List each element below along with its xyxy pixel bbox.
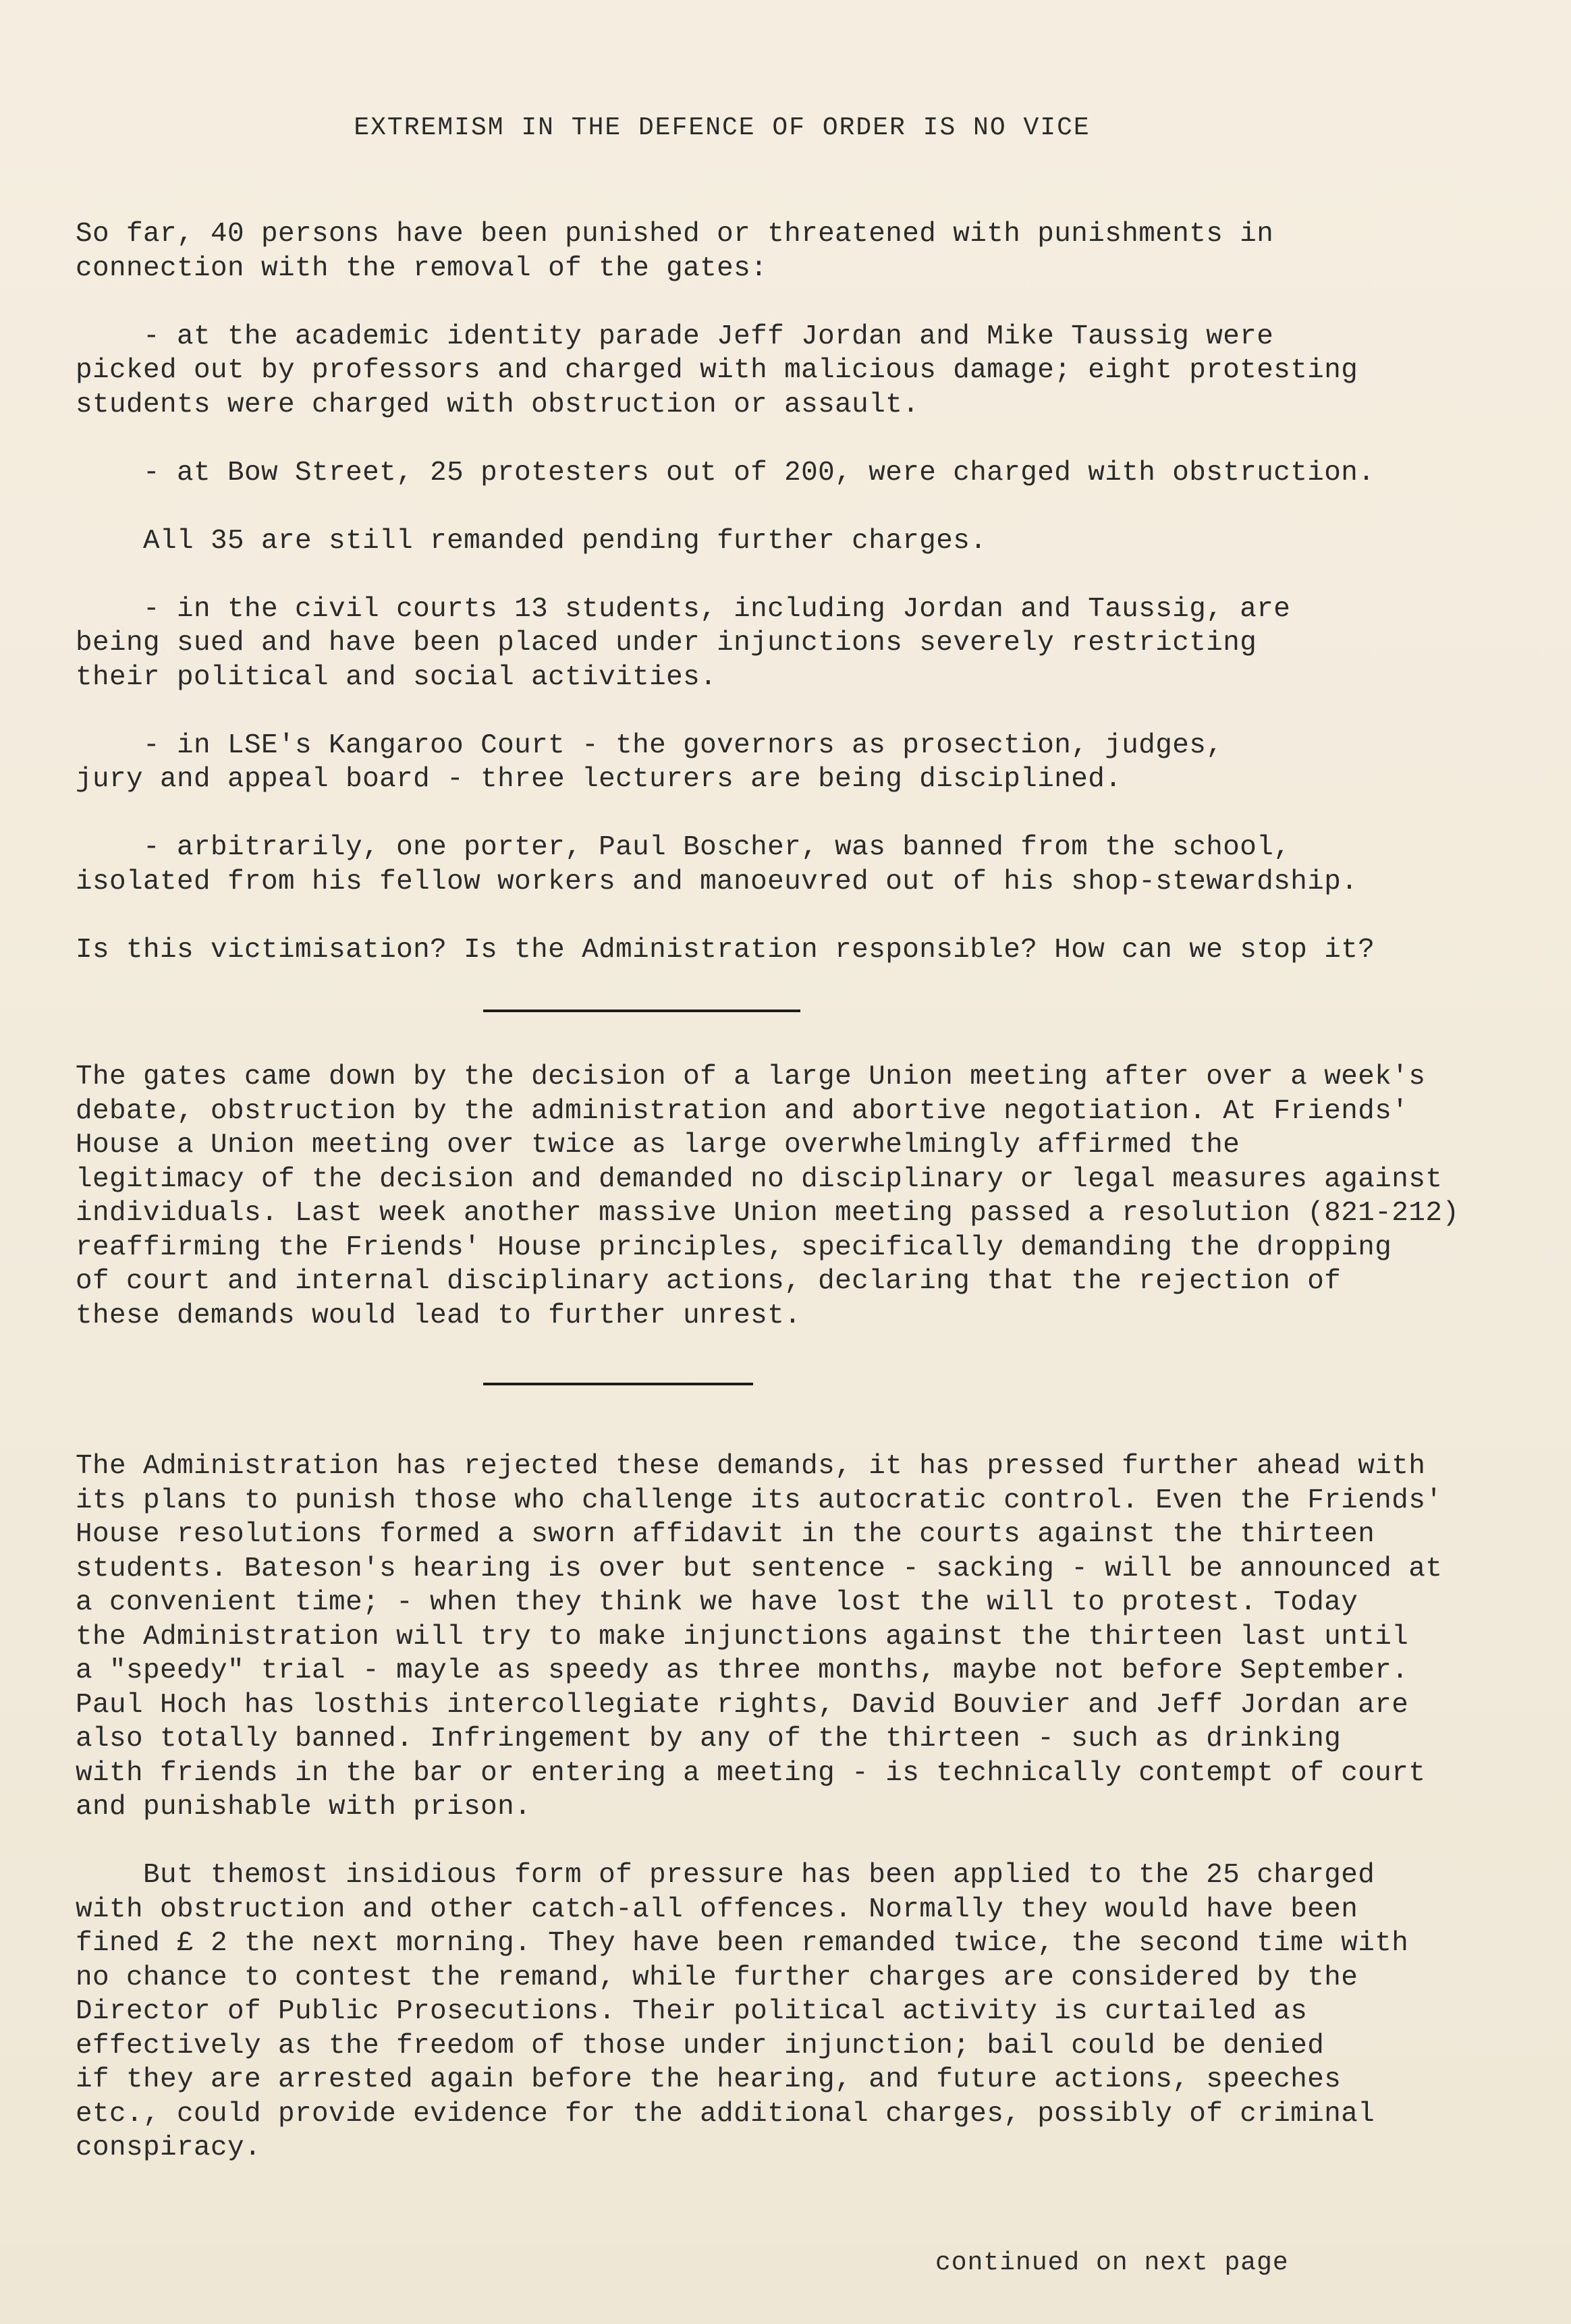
text-line: and punishable with prison. <box>76 1792 532 1823</box>
section-victimisation-list <box>76 217 1513 967</box>
text-line: - at Bow Street, 25 protesters out of 200, were charged with obstruction. <box>76 457 1375 489</box>
text-line: effectively as the freedom of those under injunction; bail could be denied <box>76 2030 1325 2062</box>
text-line: jury and appeal board - three lecturers are being disciplined. <box>76 764 1122 795</box>
text-line: Director of Public Prosecutions. Their political activity is curtailed as <box>76 1996 1308 2027</box>
text-line: - at the academic identity parade Jeff Jordan and Mike Taussig were <box>76 321 1274 352</box>
text-line: a convenient time; - when they think we have lost the will to protest. Today <box>76 1587 1358 1618</box>
text-line <box>76 899 1513 933</box>
text-line: the Administration will try to make injunctions against the thirteen last until <box>76 1621 1409 1653</box>
text-line: its plans to punish those who challenge its autocratic control. Even the Friends' <box>76 1485 1443 1516</box>
text-line: individuals. Last week another massive Union meeting passed a resolution (821-212) <box>76 1198 1460 1229</box>
text-line: if they are arrested again before the hearing, and future actions, speeches <box>76 2064 1342 2095</box>
text-line: students. Bateson's hearing is over but sentence - sacking - will be announced at <box>76 1553 1443 1584</box>
text-line <box>76 558 1513 592</box>
text-line: picked out by professors and charged with malicious damage; eight protesting <box>76 355 1358 386</box>
text-line: etc., could provide evidence for the additional charges, possibly of criminal <box>76 2098 1375 2130</box>
text-line: Is this victimisation? Is the Administration responsible? How can we stop it? <box>76 934 1375 966</box>
text-line: connection with the removal of the gates: <box>76 252 768 284</box>
text-line: no chance to contest the remand, while further charges are considered by the <box>76 1962 1358 1993</box>
text-line <box>76 797 1513 831</box>
text-line: a "speedy" trial - mayle as speedy as three months, maybe not before September. <box>76 1655 1409 1686</box>
text-line <box>76 422 1513 456</box>
text-line: with friends in the bar or entering a meeting - is technically contempt of court <box>76 1757 1426 1789</box>
text-line: reaffirming the Friends' House principles, specifically demanding the dropping <box>76 1232 1392 1263</box>
continuation-note: continued on next page <box>935 2248 1289 2277</box>
section-administration-response <box>76 1449 1513 2165</box>
text-line: All 35 are still remanded pending further charges. <box>76 525 987 557</box>
text-line: students were charged with obstruction or assault. <box>76 389 920 420</box>
text-line: Paul Hoch has losthis intercollegiate rights, David Bouvier and Jeff Jordan are <box>76 1689 1409 1721</box>
text-line: But themost insidious form of pressure has been applied to the 25 charged <box>76 1860 1375 1891</box>
text-line <box>76 285 1513 320</box>
text-line: - arbitrarily, one porter, Paul Boscher, was banned from the school, <box>76 832 1291 863</box>
text-line: - in LSE's Kangaroo Court - the governors as prosection, judges, <box>76 729 1223 761</box>
text-line: The Administration has rejected these demands, it has pressed further ahead with <box>76 1451 1426 1482</box>
text-line: with obstruction and other catch-all offences. Normally they would have been <box>76 1893 1358 1925</box>
text-line: debate, obstruction by the administration and abortive negotiation. At Friends' <box>76 1095 1409 1127</box>
text-line: also totally banned. Infringement by any of the thirteen - such as drinking <box>76 1723 1342 1754</box>
text-line: legitimacy of the decision and demanded no disciplinary or legal measures against <box>76 1163 1443 1195</box>
text-line: isolated from his fellow workers and manoeuvred out of his shop-stewardship. <box>76 866 1358 897</box>
text-line: being sued and have been placed under injunctions severely restricting <box>76 628 1257 659</box>
text-line: House resolutions formed a sworn affidavit in the courts against the thirteen <box>76 1519 1375 1550</box>
text-line <box>76 1825 1513 1859</box>
text-line: of court and internal disciplinary actions, declaring that the rejection of <box>76 1266 1342 1297</box>
section-union-meetings <box>76 1060 1513 1333</box>
text-line <box>76 694 1513 729</box>
section-divider <box>483 1009 800 1012</box>
text-line: - in the civil courts 13 students, including Jordan and Taussig, are <box>76 593 1291 625</box>
section-divider <box>483 1383 753 1385</box>
text-line: House a Union meeting over twice as large overwhelmingly affirmed the <box>76 1130 1240 1161</box>
text-line: The gates came down by the decision of a large Union meeting after over a week's <box>76 1061 1426 1092</box>
text-line: fined £ 2 the next morning. They have been remanded twice, the second time with <box>76 1928 1409 1959</box>
text-line <box>76 490 1513 524</box>
text-line: their political and social activities. <box>76 661 717 693</box>
text-line: these demands would lead to further unrest. <box>76 1300 802 1331</box>
text-line: conspiracy. <box>76 2132 262 2163</box>
text-line: So far, 40 persons have been punished or threatened with punishments in <box>76 219 1274 250</box>
document-title: EXTREMISM IN THE DEFENCE OF ORDER IS NO VICE <box>354 113 1091 142</box>
